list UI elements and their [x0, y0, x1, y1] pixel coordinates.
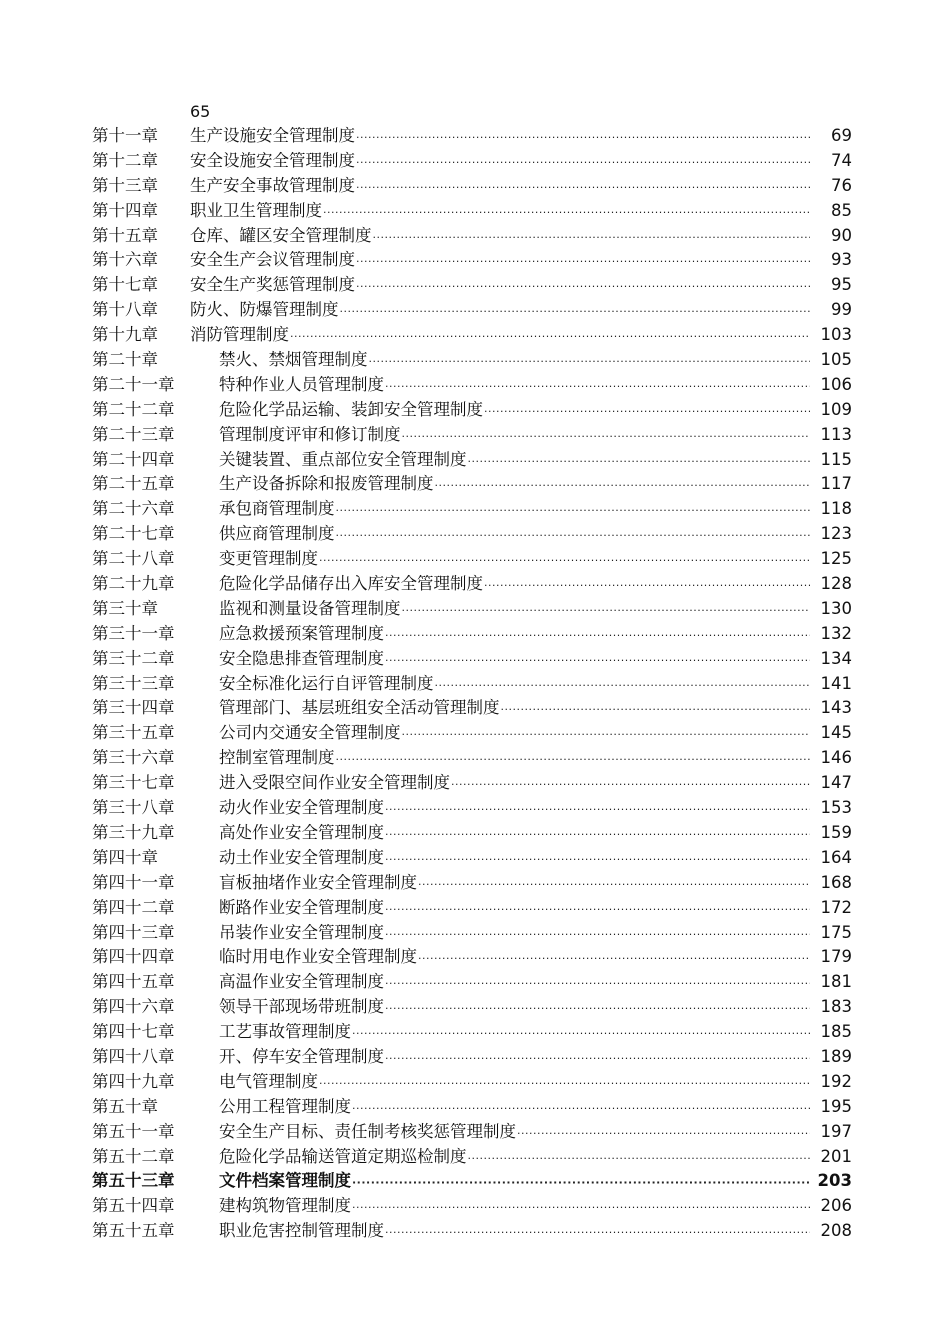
toc-entry[interactable]	[92, 248, 852, 273]
chapter-number: 第十八章	[92, 300, 158, 320]
dot-leader	[402, 425, 811, 450]
page-number: 164	[820, 847, 852, 867]
chapter-number: 第三十三章	[92, 673, 175, 693]
toc-entry[interactable]	[92, 1045, 852, 1070]
chapter-title: 工艺事故管理制度	[219, 1022, 351, 1042]
table-of-contents	[92, 124, 852, 1244]
dot-leader	[352, 1022, 810, 1047]
dot-leader	[385, 923, 810, 948]
dot-leader	[385, 798, 810, 823]
dot-leader	[319, 1072, 810, 1097]
chapter-title: 管理制度评审和修订制度	[219, 424, 401, 444]
page-number: 118	[820, 499, 852, 519]
dot-leader	[336, 499, 811, 524]
toc-entry[interactable]	[92, 174, 852, 199]
chapter-title: 高温作业安全管理制度	[219, 972, 384, 992]
chapter-title: 职业卫生管理制度	[190, 200, 322, 220]
toc-entry[interactable]	[92, 1145, 852, 1170]
toc-entry[interactable]	[92, 323, 852, 348]
dot-leader	[356, 151, 810, 176]
dot-leader	[468, 1147, 811, 1172]
chapter-title: 领导干部现场带班制度	[219, 997, 384, 1017]
page-number: 145	[820, 723, 852, 743]
page-number: 183	[820, 997, 852, 1017]
chapter-title: 安全隐患排查管理制度	[219, 648, 384, 668]
dot-leader	[336, 748, 811, 773]
chapter-number: 第十五章	[92, 225, 158, 245]
toc-entry[interactable]	[92, 846, 852, 871]
toc-entry[interactable]	[92, 871, 852, 896]
page-number: 175	[820, 922, 852, 942]
page-number: 146	[820, 748, 852, 768]
chapter-title: 安全生产奖惩管理制度	[190, 275, 355, 295]
page-number: 203	[817, 1171, 852, 1191]
toc-entry[interactable]	[92, 721, 852, 746]
chapter-title: 建构筑物管理制度	[219, 1196, 351, 1216]
chapter-title: 断路作业安全管理制度	[219, 897, 384, 917]
chapter-title: 危险化学品运输、装卸安全管理制度	[219, 399, 483, 419]
dot-leader	[385, 624, 810, 649]
chapter-number: 第四十二章	[92, 897, 175, 917]
dot-leader	[336, 524, 811, 549]
dot-leader	[385, 1047, 810, 1072]
toc-entry[interactable]	[92, 1120, 852, 1145]
chapter-number: 第四十章	[92, 847, 158, 867]
toc-entry[interactable]	[92, 373, 852, 398]
page-number: 206	[820, 1196, 852, 1216]
page-number: 95	[831, 275, 852, 295]
chapter-title: 生产设备拆除和报废管理制度	[219, 474, 434, 494]
page-number: 85	[831, 200, 852, 220]
dot-leader	[352, 1171, 810, 1196]
chapter-number: 第三十六章	[92, 748, 175, 768]
chapter-number: 第二十四章	[92, 449, 175, 469]
dot-leader	[352, 1196, 810, 1221]
toc-entry[interactable]	[92, 199, 852, 224]
dot-leader	[385, 898, 810, 923]
page-number: 147	[820, 773, 852, 793]
chapter-number: 第十四章	[92, 200, 158, 220]
toc-entry[interactable]	[92, 572, 852, 597]
dot-leader	[501, 698, 811, 723]
chapter-number: 第二十五章	[92, 474, 175, 494]
chapter-title: 监视和测量设备管理制度	[219, 598, 401, 618]
chapter-number: 第四十四章	[92, 947, 175, 967]
page-number: 195	[820, 1096, 852, 1116]
chapter-number: 第五十三章	[92, 1171, 175, 1191]
page-number: 141	[820, 673, 852, 693]
dot-leader	[484, 400, 810, 425]
chapter-number: 第二十二章	[92, 399, 175, 419]
toc-entry[interactable]	[92, 497, 852, 522]
dot-leader	[356, 275, 810, 300]
chapter-number: 第十二章	[92, 150, 158, 170]
chapter-title: 仓库、罐区安全管理制度	[190, 225, 372, 245]
chapter-number: 第三十八章	[92, 798, 175, 818]
chapter-number: 第五十五章	[92, 1221, 175, 1241]
dot-leader	[385, 1221, 810, 1246]
dot-leader	[385, 375, 810, 400]
chapter-number: 第五十章	[92, 1096, 158, 1116]
toc-entry[interactable]	[92, 149, 852, 174]
chapter-number: 第三十九章	[92, 822, 175, 842]
toc-entry[interactable]	[92, 597, 852, 622]
dot-leader	[340, 300, 811, 325]
page-number: 197	[820, 1121, 852, 1141]
page-number: 153	[820, 798, 852, 818]
page-number: 109	[820, 399, 852, 419]
chapter-number: 第二十一章	[92, 374, 175, 394]
chapter-title: 危险化学品储存出入库安全管理制度	[219, 574, 483, 594]
chapter-title: 生产安全事故管理制度	[190, 175, 355, 195]
chapter-number: 第四十一章	[92, 872, 175, 892]
toc-entry[interactable]	[92, 746, 852, 771]
page-number: 106	[820, 374, 852, 394]
chapter-title: 安全生产目标、责任制考核奖惩管理制度	[219, 1121, 516, 1141]
chapter-title: 动火作业安全管理制度	[219, 798, 384, 818]
toc-entry[interactable]	[92, 522, 852, 547]
page-number: 123	[820, 524, 852, 544]
toc-entry[interactable]	[92, 273, 852, 298]
toc-entry[interactable]	[92, 622, 852, 647]
chapter-number: 第二十章	[92, 350, 158, 370]
toc-entry[interactable]	[92, 970, 852, 995]
page-number: 159	[820, 822, 852, 842]
chapter-number: 第四十三章	[92, 922, 175, 942]
dot-leader	[385, 848, 810, 873]
dot-leader	[290, 325, 810, 350]
dot-leader	[356, 126, 810, 151]
page-number: 208	[820, 1221, 852, 1241]
chapter-number: 第十一章	[92, 126, 158, 145]
chapter-number: 第二十三章	[92, 424, 175, 444]
chapter-title: 安全标准化运行自评管理制度	[219, 673, 434, 693]
toc-entry[interactable]	[92, 945, 852, 970]
dot-leader	[451, 773, 810, 798]
dot-leader	[356, 250, 810, 275]
chapter-number: 第三十一章	[92, 623, 175, 643]
page-number: 90	[831, 225, 852, 245]
chapter-title: 供应商管理制度	[219, 524, 335, 544]
chapter-title: 盲板抽堵作业安全管理制度	[219, 872, 417, 892]
toc-entry[interactable]	[92, 1070, 852, 1095]
page-number: 125	[820, 549, 852, 569]
toc-entry[interactable]	[92, 298, 852, 323]
dot-leader	[373, 226, 811, 251]
page-number: 103	[820, 325, 852, 345]
page-number: 99	[831, 300, 852, 320]
chapter-title: 公司内交通安全管理制度	[219, 723, 401, 743]
page-number: 201	[820, 1146, 852, 1166]
toc-entry[interactable]	[92, 647, 852, 672]
page-number: 69	[831, 126, 852, 145]
page-number: 130	[820, 598, 852, 618]
toc-entry[interactable]	[92, 547, 852, 572]
chapter-number: 第四十九章	[92, 1071, 175, 1091]
toc-entry[interactable]	[92, 821, 852, 846]
chapter-number: 第二十八章	[92, 549, 175, 569]
carried-over-page-number: 65	[190, 102, 211, 121]
chapter-title: 危险化学品输送管道定期巡检制度	[219, 1146, 467, 1166]
chapter-title: 防火、防爆管理制度	[190, 300, 339, 320]
chapter-title: 文件档案管理制度	[219, 1171, 351, 1191]
chapter-number: 第四十七章	[92, 1022, 175, 1042]
page-number: 172	[820, 897, 852, 917]
toc-entry-highlighted[interactable]	[92, 1169, 852, 1194]
chapter-number: 第二十六章	[92, 499, 175, 519]
page-number: 74	[831, 150, 852, 170]
chapter-title: 公用工程管理制度	[219, 1096, 351, 1116]
dot-leader	[484, 574, 810, 599]
toc-entry[interactable]	[92, 448, 852, 473]
page-number: 192	[820, 1071, 852, 1091]
chapter-title: 开、停车安全管理制度	[219, 1046, 384, 1066]
page-number: 115	[820, 449, 852, 469]
chapter-number: 第十六章	[92, 250, 158, 270]
dot-leader	[435, 474, 811, 499]
dot-leader	[385, 649, 810, 674]
dot-leader	[385, 997, 810, 1022]
toc-entry[interactable]	[92, 124, 852, 149]
dot-leader	[369, 350, 811, 375]
page-number: 134	[820, 648, 852, 668]
chapter-title: 管理部门、基层班组安全活动管理制度	[219, 698, 500, 718]
toc-entry[interactable]	[92, 1020, 852, 1045]
chapter-number: 第十三章	[92, 175, 158, 195]
chapter-title: 关键装置、重点部位安全管理制度	[219, 449, 467, 469]
page-number: 189	[820, 1046, 852, 1066]
page-number: 143	[820, 698, 852, 718]
chapter-title: 特种作业人员管理制度	[219, 374, 384, 394]
chapter-title: 动土作业安全管理制度	[219, 847, 384, 867]
dot-leader	[385, 972, 810, 997]
page-number: 132	[820, 623, 852, 643]
toc-entry[interactable]	[92, 1095, 852, 1120]
dot-leader	[323, 201, 810, 226]
dot-leader	[435, 674, 811, 699]
chapter-title: 应急救援预案管理制度	[219, 623, 384, 643]
dot-leader	[402, 723, 811, 748]
toc-entry[interactable]	[92, 896, 852, 921]
toc-entry[interactable]	[92, 696, 852, 721]
page-number: 168	[820, 872, 852, 892]
page-number: 113	[820, 424, 852, 444]
toc-entry[interactable]	[92, 796, 852, 821]
toc-entry[interactable]	[92, 771, 852, 796]
chapter-title: 职业危害控制管理制度	[219, 1221, 384, 1241]
page-number: 93	[831, 250, 852, 270]
dot-leader	[418, 947, 810, 972]
chapter-number: 第十七章	[92, 275, 158, 295]
chapter-number: 第五十一章	[92, 1121, 175, 1141]
chapter-number: 第四十八章	[92, 1046, 175, 1066]
chapter-number: 第五十四章	[92, 1196, 175, 1216]
chapter-title: 安全设施安全管理制度	[190, 150, 355, 170]
chapter-title: 电气管理制度	[219, 1071, 318, 1091]
dot-leader	[319, 549, 810, 574]
dot-leader	[402, 599, 811, 624]
toc-entry[interactable]	[92, 472, 852, 497]
toc-entry[interactable]	[92, 348, 852, 373]
chapter-title: 安全生产会议管理制度	[190, 250, 355, 270]
chapter-number: 第五十二章	[92, 1146, 175, 1166]
chapter-number: 第三十章	[92, 598, 158, 618]
toc-entry[interactable]	[92, 921, 852, 946]
chapter-number: 第十九章	[92, 325, 158, 345]
chapter-title: 吊装作业安全管理制度	[219, 922, 384, 942]
chapter-number: 第二十九章	[92, 574, 175, 594]
chapter-title: 禁火、禁烟管理制度	[219, 350, 368, 370]
chapter-title: 承包商管理制度	[219, 499, 335, 519]
toc-entry[interactable]	[92, 995, 852, 1020]
toc-entry[interactable]	[92, 1219, 852, 1244]
chapter-number: 第三十二章	[92, 648, 175, 668]
page-number: 105	[820, 350, 852, 370]
chapter-number: 第三十四章	[92, 698, 175, 718]
chapter-number: 第三十七章	[92, 773, 175, 793]
toc-entry[interactable]	[92, 423, 852, 448]
chapter-number: 第四十五章	[92, 972, 175, 992]
chapter-title: 高处作业安全管理制度	[219, 822, 384, 842]
page-number: 76	[831, 175, 852, 195]
page-number: 181	[820, 972, 852, 992]
chapter-number: 第三十五章	[92, 723, 175, 743]
chapter-title: 消防管理制度	[190, 325, 289, 345]
dot-leader	[517, 1122, 810, 1147]
page-number: 185	[820, 1022, 852, 1042]
toc-entry[interactable]	[92, 672, 852, 697]
page-number: 117	[820, 474, 852, 494]
chapter-title: 生产设施安全管理制度	[190, 126, 355, 145]
chapter-title: 临时用电作业安全管理制度	[219, 947, 417, 967]
toc-entry[interactable]	[92, 1194, 852, 1219]
toc-entry[interactable]	[92, 398, 852, 423]
chapter-title: 变更管理制度	[219, 549, 318, 569]
dot-leader	[418, 873, 810, 898]
page-number: 179	[820, 947, 852, 967]
dot-leader	[468, 450, 811, 475]
chapter-title: 进入受限空间作业安全管理制度	[219, 773, 450, 793]
dot-leader	[385, 823, 810, 848]
page-number: 128	[820, 574, 852, 594]
toc-entry[interactable]	[92, 224, 852, 249]
chapter-number: 第二十七章	[92, 524, 175, 544]
dot-leader	[356, 176, 810, 201]
chapter-title: 控制室管理制度	[219, 748, 335, 768]
dot-leader	[352, 1097, 810, 1122]
chapter-number: 第四十六章	[92, 997, 175, 1017]
